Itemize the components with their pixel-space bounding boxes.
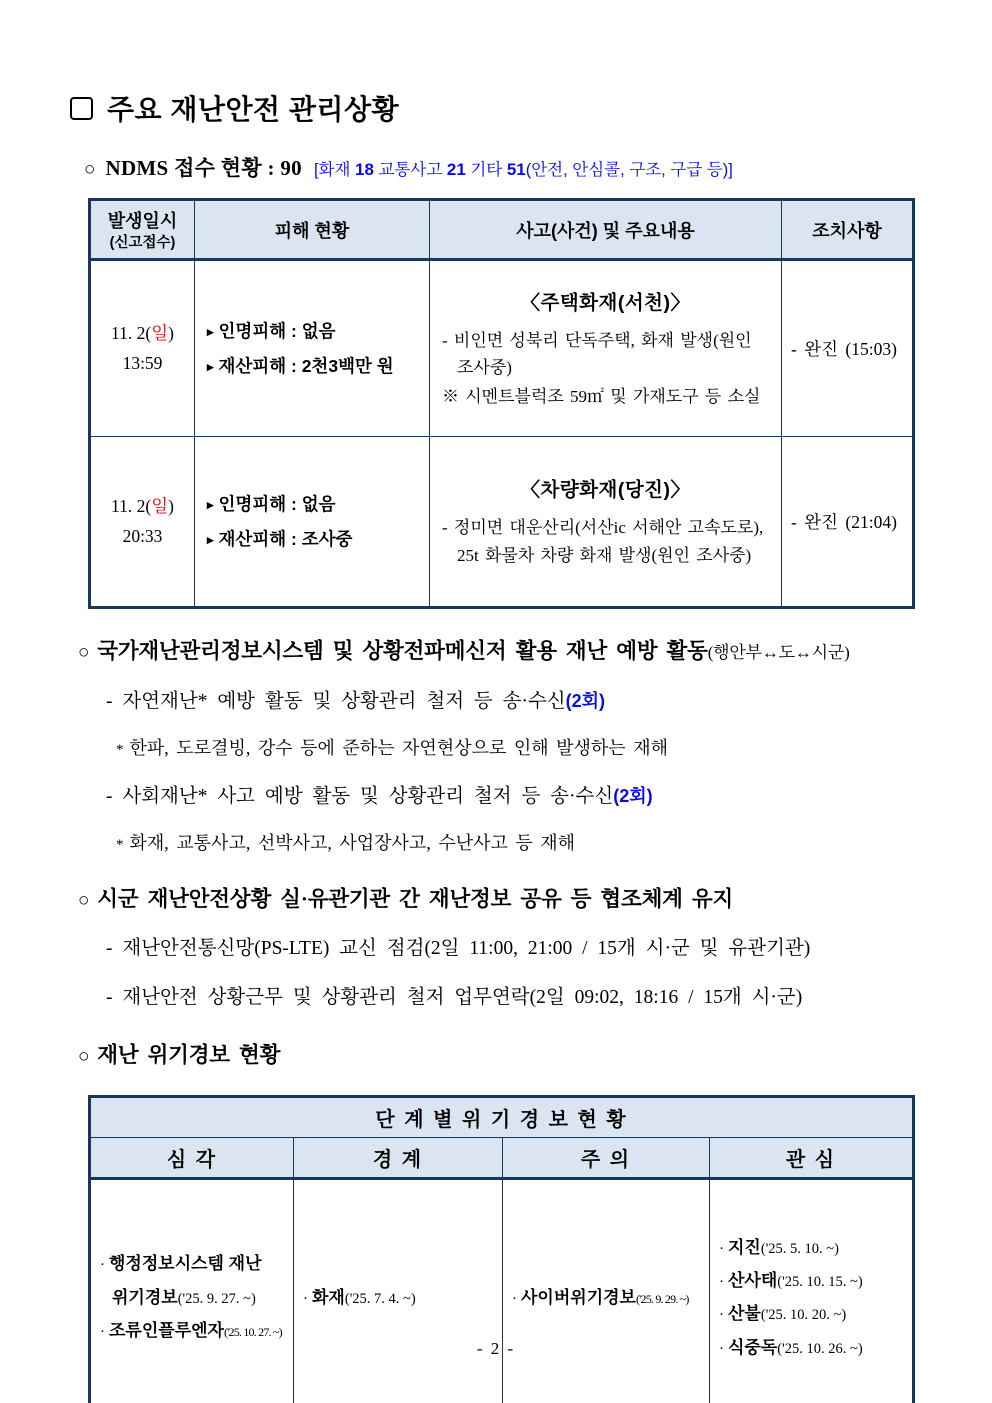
ndms-traffic-count: 21 <box>446 160 466 179</box>
incident-1-day: 일 <box>151 322 169 343</box>
incident-table-header-row <box>90 200 914 260</box>
dot-bullet-icon: · <box>719 1307 724 1324</box>
cooperation-line-duty: - 재난안전 상황근무 및 상황관리 철저 업무연락(2일 09:02, 18:16 / 15개 시·군) <box>106 987 803 1009</box>
page-title <box>70 88 932 128</box>
level-header-warning: 경 계 <box>294 1138 503 1179</box>
prevention-note-social-text: 화재, 교통사고, 선박사고, 사업장사고, 수난사고 등 재해 <box>129 832 576 853</box>
incident-row-2 <box>90 437 914 608</box>
triangle-bullet-icon: ▸ <box>207 358 214 374</box>
section-heading-prevention-text: 국가재난관리정보시스템 및 상황전파메신저 활용 재난 예방 활동 <box>97 639 708 663</box>
incident-2-date: 11. 2( <box>111 495 152 516</box>
alert-date: ('25. 10. 20. ~) <box>760 1307 847 1324</box>
alert-item <box>719 1297 908 1330</box>
prevention-note-social <box>116 830 932 857</box>
alert-table-body-row <box>90 1179 914 1403</box>
incident-1-line-1: - 비인면 성북리 단독주택, 화재 발생(원인 조사중) <box>442 330 752 377</box>
dot-bullet-icon: · <box>100 1323 105 1340</box>
col-header-damage: 피해 현황 <box>195 200 430 260</box>
alert-date: ('25. 10. 26. ~) <box>777 1340 863 1357</box>
page-number: - 2 - <box>476 1339 516 1358</box>
incident-2-datetime <box>90 437 195 608</box>
incident-1-damage <box>195 260 430 437</box>
col-header-incident: 사고(사건) 및 주요내용 <box>430 200 782 260</box>
alert-table-header-row <box>90 1138 914 1179</box>
alert-table-title-row <box>90 1097 914 1138</box>
alert-date: ('25. 7. 4. ~) <box>344 1290 416 1307</box>
alert-name: 사이버위기경보 <box>521 1287 636 1307</box>
incident-2-title: 〈차량화재(당진)〉 <box>520 479 691 502</box>
damage-line <box>207 522 423 557</box>
damage-text: 재산피해 : 조사중 <box>218 528 353 549</box>
alert-item <box>100 1247 289 1314</box>
ndms-etc-count: 51 <box>506 160 526 179</box>
ndms-breakdown <box>314 156 733 180</box>
asterisk-icon: * <box>116 741 124 758</box>
severe-cell <box>90 1179 294 1403</box>
cooperation-line-pslte: - 재난안전통신망(PS-LTE) 교신 점검(2일 11:00, 21:00 / 15개 시·군 및 유관기관) <box>106 938 811 960</box>
alert-name: 화재 <box>312 1287 345 1307</box>
incident-2-day: 일 <box>151 495 169 516</box>
dot-bullet-icon: · <box>303 1290 308 1307</box>
caution-cell <box>503 1179 710 1403</box>
alert-name: 행정정보시스템 재난 위기경보 <box>109 1254 262 1307</box>
alert-name: 조류인플루엔자 <box>109 1320 224 1340</box>
asterisk-icon: * <box>116 836 124 853</box>
damage-line <box>207 314 423 349</box>
dot-bullet-icon: · <box>719 1340 724 1357</box>
alert-name: 산불 <box>728 1304 761 1324</box>
ndms-seg: 교통사고 <box>373 161 447 179</box>
section-heading-prevention <box>78 636 932 667</box>
incident-1-time: 13:59 <box>122 352 163 373</box>
attention-cell <box>710 1179 914 1403</box>
dot-bullet-icon: · <box>719 1274 724 1291</box>
dot-bullet-icon: · <box>100 1257 105 1274</box>
incident-2-date-close: ) <box>168 495 174 516</box>
col-header-datetime-main: 발생일시 <box>107 211 178 231</box>
prevention-line-natural-text: - 자연재난* 예방 활동 및 상황관리 철저 등 송·수신 <box>106 690 566 712</box>
incident-1-line-2: ※ 시멘트블럭조 59㎡ 및 가재도구 등 소실 <box>442 387 761 407</box>
alert-table-title: 단 계 별 위 기 경 보 현 황 <box>90 1097 914 1138</box>
ndms-seg: 기타 <box>465 161 507 179</box>
incident-2-action: - 완진 (21:04) <box>782 437 914 608</box>
section-heading-alert <box>78 1040 932 1071</box>
prevention-line-social-count: (2회) <box>613 785 653 806</box>
prevention-line-natural <box>106 688 932 716</box>
page-title-text: 주요 재난안전 관리상황 <box>107 94 400 125</box>
alert-item <box>719 1231 908 1264</box>
incident-2-detail <box>430 437 782 608</box>
circle-bullet-icon: ○ <box>78 889 90 911</box>
dot-bullet-icon: · <box>512 1290 517 1307</box>
warning-cell <box>294 1179 503 1403</box>
col-header-datetime <box>90 200 195 260</box>
alert-date: ('25. 5. 10. ~) <box>760 1240 839 1257</box>
level-header-caution: 주 의 <box>503 1138 710 1179</box>
incident-2-time: 20:33 <box>122 525 163 546</box>
incident-2-line-1: - 정미면 대운산리(서산ic 서해안 고속도로), 25t 화물차 차량 화재 발생(원인 조사중) <box>442 518 764 565</box>
incident-1-date-close: ) <box>168 322 174 343</box>
circle-bullet-icon: ○ <box>84 159 96 180</box>
triangle-bullet-icon: ▸ <box>207 496 214 512</box>
ndms-status-line <box>84 152 932 182</box>
alert-name: 산사태 <box>728 1271 778 1291</box>
alert-item <box>303 1281 498 1314</box>
damage-text: 인명피해 : 없음 <box>218 493 336 514</box>
triangle-bullet-icon: ▸ <box>207 323 214 339</box>
alert-date: ('25. 10. 27. ~) <box>223 1324 282 1339</box>
damage-line <box>207 349 423 384</box>
incident-1-action: - 완진 (15:03) <box>782 260 914 437</box>
incident-table <box>88 198 915 609</box>
col-header-action: 조치사항 <box>782 200 914 260</box>
triangle-bullet-icon: ▸ <box>207 531 214 547</box>
ndms-seg: (안전, 안심콜, 구조, 구급 등)] <box>525 161 733 179</box>
prevention-note-natural-text: 한파, 도로결빙, 강수 등에 준하는 자연현상으로 인해 발생하는 재해 <box>129 737 668 758</box>
incident-1-date: 11. 2( <box>111 322 152 343</box>
col-header-datetime-sub: (신고접수) <box>109 235 176 251</box>
prevention-note-natural <box>116 735 932 762</box>
damage-text: 재산피해 : 2천3백만 원 <box>218 355 394 376</box>
incident-1-detail <box>430 260 782 437</box>
alert-item <box>719 1264 908 1297</box>
prevention-line-social-text: - 사회재난* 사고 예방 활동 및 상황관리 철저 등 송·수신 <box>106 785 614 807</box>
ndms-fire-count: 18 <box>355 160 374 179</box>
level-header-severe: 심 각 <box>90 1138 294 1179</box>
alert-date: ('25. 9. 29. ~) <box>635 1291 689 1306</box>
level-header-attention: 관 심 <box>710 1138 914 1179</box>
alert-name: 지진 <box>728 1237 761 1257</box>
alert-name: 식중독 <box>728 1337 778 1357</box>
incident-1-title: 〈주택화재(서천)〉 <box>520 291 691 314</box>
circle-bullet-icon: ○ <box>78 1045 90 1067</box>
circle-bullet-icon: ○ <box>78 642 90 663</box>
incident-2-damage <box>195 437 430 608</box>
section-heading-alert-text: 재난 위기경보 현황 <box>97 1042 281 1067</box>
alert-date: ('25. 9. 27. ~) <box>177 1290 256 1307</box>
ndms-count-label: NDMS 접수 현황 : 90 <box>105 156 302 180</box>
alert-item <box>512 1281 705 1314</box>
incident-row-1 <box>90 260 914 437</box>
alert-date: ('25. 10. 15. ~) <box>777 1274 863 1291</box>
prevention-line-social <box>106 783 932 811</box>
prevention-line-natural-count: (2회) <box>565 690 606 711</box>
section-heading-prevention-suffix: (행안부↔도↔시군) <box>707 643 850 662</box>
damage-line <box>207 487 423 522</box>
square-bullet-icon <box>70 97 93 120</box>
dot-bullet-icon: · <box>719 1240 724 1257</box>
damage-text: 인명피해 : 없음 <box>218 320 336 341</box>
section-heading-cooperation <box>78 884 932 915</box>
incident-1-datetime <box>90 260 195 437</box>
ndms-seg: [화재 <box>313 161 355 179</box>
section-heading-cooperation-text: 시군 재난안전상황 실·유관기관 간 재난정보 공유 등 협조체계 유지 <box>97 886 734 911</box>
